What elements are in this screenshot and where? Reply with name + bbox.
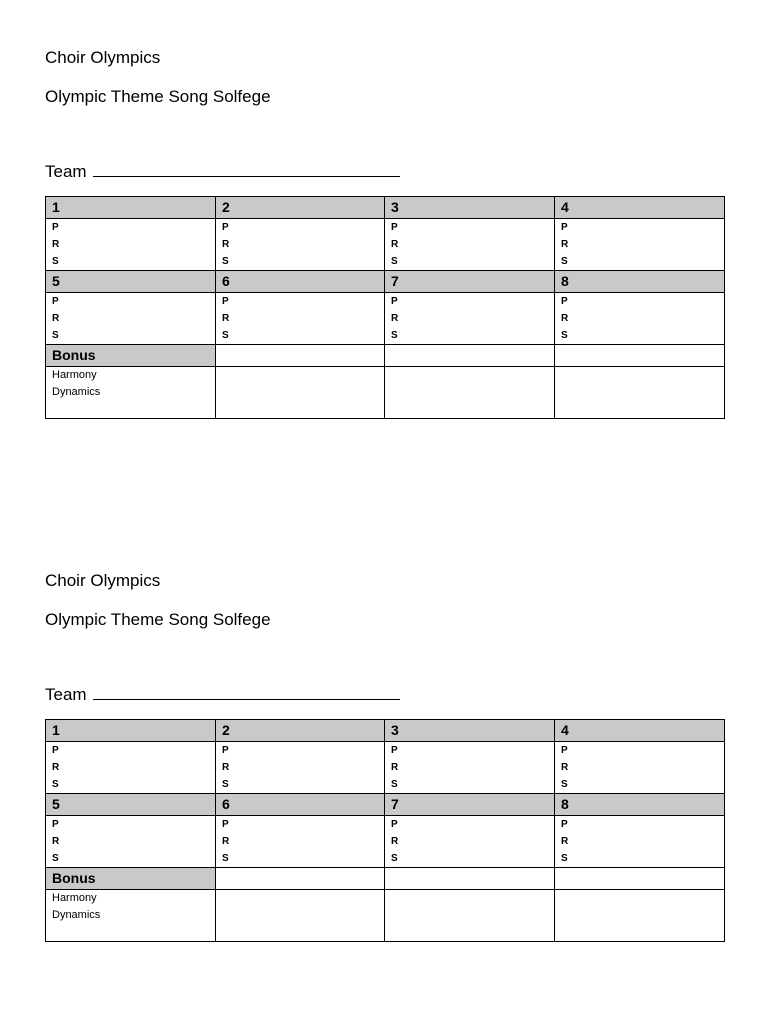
round-number: 4 bbox=[555, 720, 725, 742]
prs-cell[interactable] bbox=[46, 219, 216, 271]
p-label: P bbox=[222, 819, 229, 830]
bonus-header-row bbox=[46, 868, 725, 890]
r-label: R bbox=[52, 762, 60, 773]
prs-cell[interactable] bbox=[216, 219, 385, 271]
bonus-label: Bonus bbox=[46, 345, 216, 367]
p-label: P bbox=[222, 745, 229, 756]
bonus-score-cell[interactable] bbox=[216, 868, 385, 890]
prs-cell[interactable] bbox=[555, 742, 725, 794]
p-label: P bbox=[52, 296, 59, 307]
r-label: R bbox=[52, 313, 60, 324]
sheet-title: Choir Olympics bbox=[45, 48, 161, 67]
round-number: 7 bbox=[385, 794, 555, 816]
score-table bbox=[45, 196, 725, 419]
round-number: 5 bbox=[46, 271, 216, 293]
bonus-entry-cell[interactable] bbox=[385, 367, 555, 419]
r-label: R bbox=[222, 313, 230, 324]
r-label: R bbox=[391, 836, 399, 847]
bonus-entry-cell[interactable] bbox=[216, 890, 385, 942]
p-label: P bbox=[561, 222, 568, 233]
r-label: R bbox=[52, 836, 60, 847]
p-label: P bbox=[391, 745, 398, 756]
p-label: P bbox=[52, 222, 59, 233]
round-number: 8 bbox=[555, 794, 725, 816]
prs-cell[interactable] bbox=[385, 293, 555, 345]
round-number: 2 bbox=[216, 720, 385, 742]
team-line bbox=[45, 684, 400, 705]
bonus-entry-cell[interactable] bbox=[216, 367, 385, 419]
prs-cell[interactable] bbox=[216, 293, 385, 345]
s-label: S bbox=[52, 779, 59, 790]
p-label: P bbox=[52, 819, 59, 830]
bonus-row bbox=[46, 890, 725, 942]
bonus-header-row bbox=[46, 345, 725, 367]
s-label: S bbox=[52, 330, 59, 341]
round-number: 1 bbox=[46, 197, 216, 219]
p-label: P bbox=[52, 745, 59, 756]
round-number: 7 bbox=[385, 271, 555, 293]
s-label: S bbox=[222, 853, 229, 864]
bonus-items-cell bbox=[46, 890, 216, 942]
round-number: 5 bbox=[46, 794, 216, 816]
p-label: P bbox=[561, 745, 568, 756]
prs-cell[interactable] bbox=[385, 742, 555, 794]
r-label: R bbox=[561, 836, 569, 847]
bonus-entry-cell[interactable] bbox=[385, 890, 555, 942]
bonus-entry-cell[interactable] bbox=[555, 367, 725, 419]
harmony-label: Harmony bbox=[52, 892, 97, 904]
s-label: S bbox=[222, 330, 229, 341]
p-label: P bbox=[391, 222, 398, 233]
prs-cell[interactable] bbox=[555, 816, 725, 868]
round-header-row bbox=[46, 271, 725, 293]
bonus-row bbox=[46, 367, 725, 419]
bonus-score-cell[interactable] bbox=[555, 345, 725, 367]
r-label: R bbox=[561, 762, 569, 773]
round-number: 3 bbox=[385, 197, 555, 219]
prs-cell[interactable] bbox=[216, 742, 385, 794]
team-name-blank[interactable] bbox=[93, 684, 400, 700]
bonus-items-cell bbox=[46, 367, 216, 419]
p-label: P bbox=[391, 296, 398, 307]
round-header-row bbox=[46, 197, 725, 219]
r-label: R bbox=[222, 836, 230, 847]
prs-cell[interactable] bbox=[46, 293, 216, 345]
prs-cell[interactable] bbox=[555, 219, 725, 271]
round-number: 2 bbox=[216, 197, 385, 219]
r-label: R bbox=[391, 762, 399, 773]
bonus-score-cell[interactable] bbox=[216, 345, 385, 367]
round-number: 3 bbox=[385, 720, 555, 742]
s-label: S bbox=[391, 853, 398, 864]
prs-cell[interactable] bbox=[555, 293, 725, 345]
prs-row bbox=[46, 293, 725, 345]
team-label: Team bbox=[45, 162, 87, 181]
s-label: S bbox=[52, 256, 59, 267]
s-label: S bbox=[222, 779, 229, 790]
round-number: 1 bbox=[46, 720, 216, 742]
team-label: Team bbox=[45, 685, 87, 704]
s-label: S bbox=[391, 256, 398, 267]
prs-cell[interactable] bbox=[46, 816, 216, 868]
bonus-score-cell[interactable] bbox=[555, 868, 725, 890]
p-label: P bbox=[222, 296, 229, 307]
dynamics-label: Dynamics bbox=[52, 386, 101, 398]
bonus-score-cell[interactable] bbox=[385, 868, 555, 890]
p-label: P bbox=[561, 296, 568, 307]
r-label: R bbox=[222, 762, 230, 773]
round-header-row bbox=[46, 720, 725, 742]
s-label: S bbox=[561, 330, 568, 341]
prs-cell[interactable] bbox=[216, 816, 385, 868]
bonus-score-cell[interactable] bbox=[385, 345, 555, 367]
s-label: S bbox=[391, 330, 398, 341]
round-number: 4 bbox=[555, 197, 725, 219]
s-label: S bbox=[222, 256, 229, 267]
prs-row bbox=[46, 816, 725, 868]
prs-row bbox=[46, 742, 725, 794]
score-table bbox=[45, 719, 725, 942]
s-label: S bbox=[561, 779, 568, 790]
s-label: S bbox=[561, 256, 568, 267]
sheet-title: Choir Olympics bbox=[45, 571, 161, 590]
team-name-blank[interactable] bbox=[93, 161, 400, 177]
bonus-entry-cell[interactable] bbox=[555, 890, 725, 942]
round-number: 6 bbox=[216, 794, 385, 816]
prs-row bbox=[46, 219, 725, 271]
p-label: P bbox=[222, 222, 229, 233]
s-label: S bbox=[561, 853, 568, 864]
s-label: S bbox=[52, 853, 59, 864]
s-label: S bbox=[391, 779, 398, 790]
bonus-label: Bonus bbox=[46, 868, 216, 890]
sheet-subtitle: Olympic Theme Song Solfege bbox=[45, 87, 271, 106]
r-label: R bbox=[561, 239, 569, 250]
sheet-subtitle: Olympic Theme Song Solfege bbox=[45, 610, 271, 629]
round-number: 8 bbox=[555, 271, 725, 293]
p-label: P bbox=[561, 819, 568, 830]
dynamics-label: Dynamics bbox=[52, 909, 101, 921]
r-label: R bbox=[52, 239, 60, 250]
r-label: R bbox=[222, 239, 230, 250]
r-label: R bbox=[391, 313, 399, 324]
prs-cell[interactable] bbox=[385, 816, 555, 868]
prs-cell[interactable] bbox=[46, 742, 216, 794]
prs-cell[interactable] bbox=[385, 219, 555, 271]
r-label: R bbox=[561, 313, 569, 324]
harmony-label: Harmony bbox=[52, 369, 97, 381]
p-label: P bbox=[391, 819, 398, 830]
round-header-row bbox=[46, 794, 725, 816]
team-line bbox=[45, 161, 400, 182]
round-number: 6 bbox=[216, 271, 385, 293]
r-label: R bbox=[391, 239, 399, 250]
